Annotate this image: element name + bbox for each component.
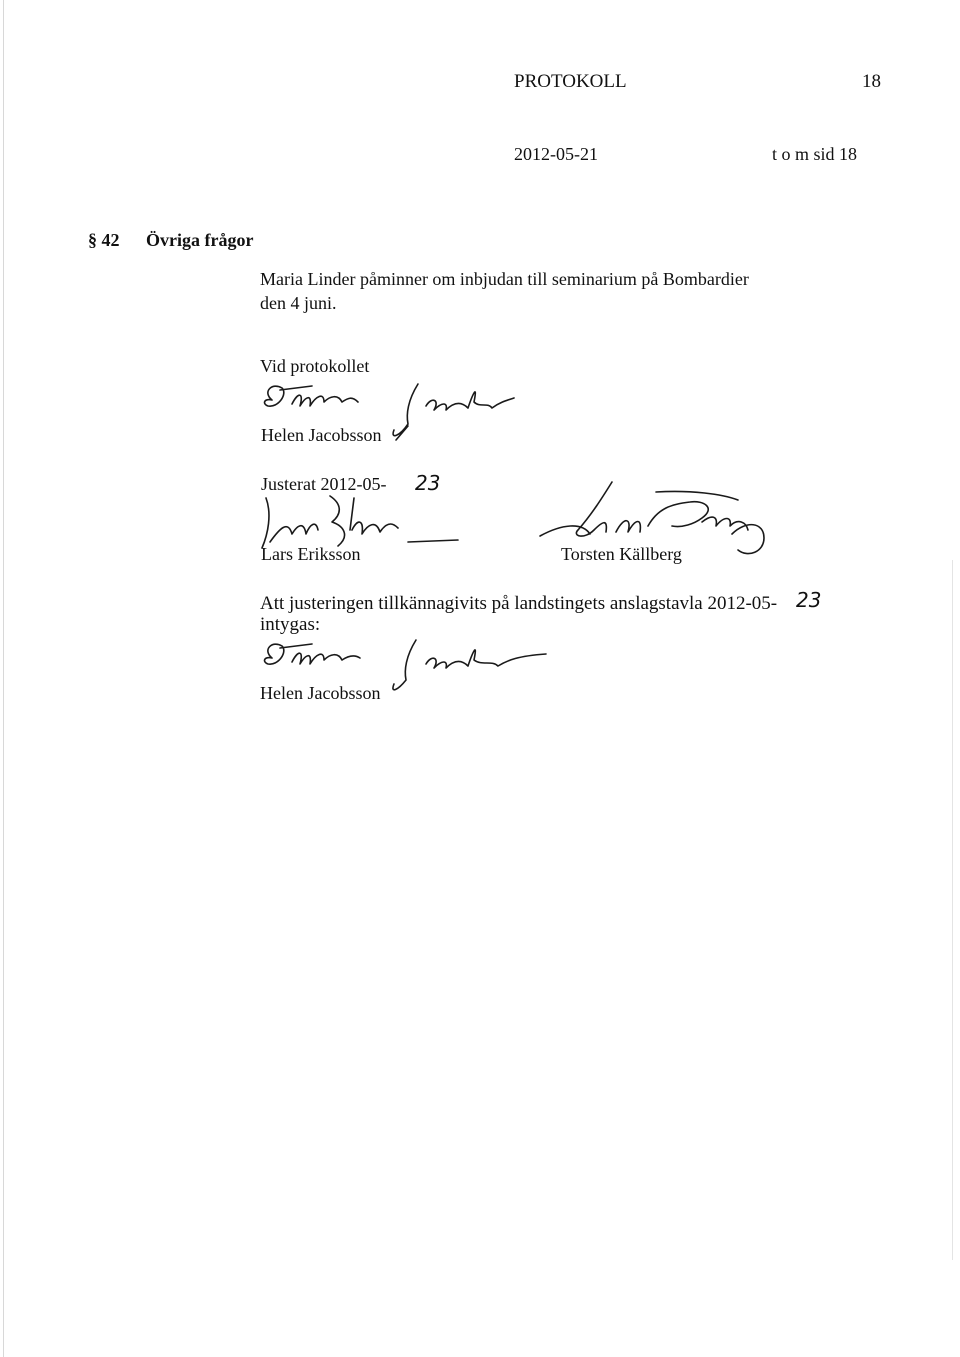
- page-number: 18: [862, 71, 881, 92]
- section-title: Övriga frågor: [146, 230, 254, 250]
- section-number: § 42: [88, 230, 120, 250]
- scan-edge-left: [3, 0, 4, 1357]
- record-label: Vid protokollet: [260, 356, 370, 376]
- notice-line2: intygas:: [260, 614, 321, 635]
- notice-handwritten-day: 23: [796, 588, 822, 612]
- page-range: t o m sid 18: [772, 144, 858, 164]
- notice-line1: Att justeringen tillkännagivits på landstingets anslagstavla 2012-05-: [260, 593, 778, 614]
- signer-left: Lars Eriksson: [261, 544, 361, 564]
- signer-right: Torsten Källberg: [561, 544, 682, 564]
- notice-signer: Helen Jacobsson: [260, 683, 381, 703]
- section-text-line1: Maria Linder påminner om inbjudan till seminarium på Bombardier: [260, 269, 749, 289]
- verification-handwritten-day: 23: [415, 471, 441, 495]
- section-text-line2: den 4 juni.: [260, 293, 337, 313]
- document-title: PROTOKOLL: [514, 71, 627, 92]
- scan-edge-right: [952, 560, 953, 1260]
- record-signer: Helen Jacobsson: [261, 425, 382, 445]
- meeting-date: 2012-05-21: [514, 144, 598, 164]
- verification-label: Justerat 2012-05-: [261, 474, 387, 494]
